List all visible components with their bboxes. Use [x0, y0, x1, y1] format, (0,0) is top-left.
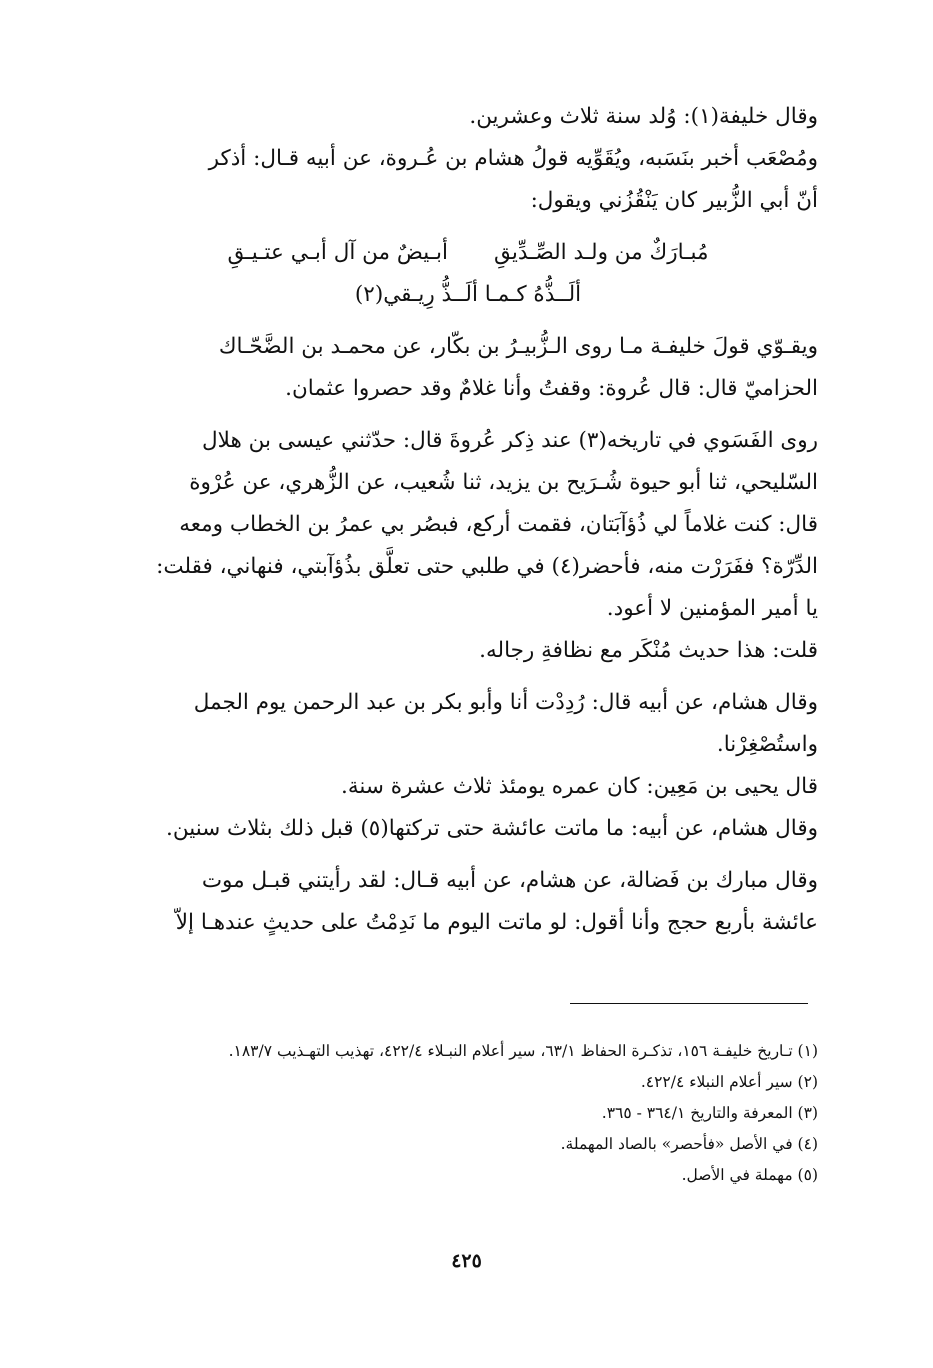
text-line: واستُصْغِرْنا. — [716, 732, 818, 757]
footnote: (٤) في الأصل «فأحصر» بالصاد المهملة. — [560, 1135, 818, 1153]
text-line: السّليحي، ثنا أبو حيوة شُـرَيح بن يزيد، ثنا شُعيب، عن الزُّهري، عن عُرْوة — [189, 470, 818, 495]
text-line: أنّ أبي الزُّبير كان يَنْقُزُني ويقول: — [530, 188, 818, 213]
text-line: يا أمير المؤمنين لا أعود. — [606, 596, 818, 621]
text-line: وقال هشام، عن أبيه: ما ماتت عائشة حتى تركتها(٥) قبل ذلك بثلاث سنين. — [166, 816, 818, 841]
main-text — [118, 96, 818, 944]
verse-hemistich-right: مُبـارَكٌ من ولـد الصِّـدِّيقِ — [493, 240, 709, 265]
text-line: قال يحيى بن مَعِين: كان عمره يومئذ ثلاث عشرة سنة. — [341, 774, 818, 799]
text-line: قال: كنت غلاماً لي ذُؤآبَتان، فقمت أركع، فبصُر بي عمرُ بن الخطاب ومعه — [179, 512, 818, 537]
footnote: (٢) سير أعلام النبلاء ٤٢٢/٤. — [640, 1073, 818, 1091]
text-line: عائشة بأربع حجج وأنا أقول: لو ماتت اليوم ما نَدِمْتُ على حديثٍ عندهـا إلاّ — [175, 910, 818, 935]
verse-hemistich-left: أبـيضٌ من آل أبـي عتـيـقِ — [227, 240, 448, 265]
text-line: ومُصْعَب أخبر بنَسَبه، ويُقَوِّيه قولُ هشام بن عُـروة، عن أبيه قـال: أذكر — [208, 146, 818, 171]
text-line: وقال هشام، عن أبيه قال: رُدِدْت أنا وأبو بكر بن عبد الرحمن يوم الجمل — [193, 690, 818, 715]
text-line: الدِّرّة؟ ففَرَرْت منه، فأحضر(٤) في طلبي حتى تعلَّق بذُؤآبتي، فنهاني، فقلت: — [156, 554, 818, 579]
text-line: قلت: هذا حديث مُنْكَر مع نظافةِ رجاله. — [479, 638, 818, 663]
footnotes — [118, 1036, 818, 1191]
footnote-divider — [570, 1003, 808, 1004]
text-line: روى الفَسَوي في تاريخه(٣) عند ذِكر عُروةَ قال: حدّثني عيسى بن هلال — [202, 428, 818, 453]
text-line: وقال خليفة(١): وُلد سنة ثلاث وعشرين. — [469, 104, 818, 129]
footnote: (٣) المعرفة والتاريخ ٣٦٤/١ - ٣٦٥. — [601, 1104, 818, 1122]
poem-verse — [118, 232, 818, 316]
text-line: ويقـوّي قولَ خليفـة مـا روى الـزُّبيـرُ بن بكّار، عن محمـد بن الضَّحّـاك — [218, 334, 818, 359]
footnote: (٥) مهملة في الأصل. — [681, 1166, 818, 1184]
text-line: وقال مبارك بن فَضالة، عن هشام، عن أبيه قـال: لقد رأيتني قبـل موت — [201, 868, 818, 893]
text-line: الحزاميّ قال: قال عُروة: وقفتُ وأنا غلامٌ وقد حصروا عثمان. — [285, 376, 818, 401]
page-number: ٤٢٥ — [451, 1250, 482, 1272]
footnote: (١) تـاريخ خليفـة ١٥٦، تذكـرة الحفاظ ٦٣/١، سير أعلام النبـلاء ٤٢٢/٤، تهذيب التهـذيب ١٨٣/٧. — [228, 1042, 818, 1060]
verse-line-2: ألَــذُّهُ كـمـا ألَــذُّ رِيـقي(٢) — [354, 282, 582, 307]
